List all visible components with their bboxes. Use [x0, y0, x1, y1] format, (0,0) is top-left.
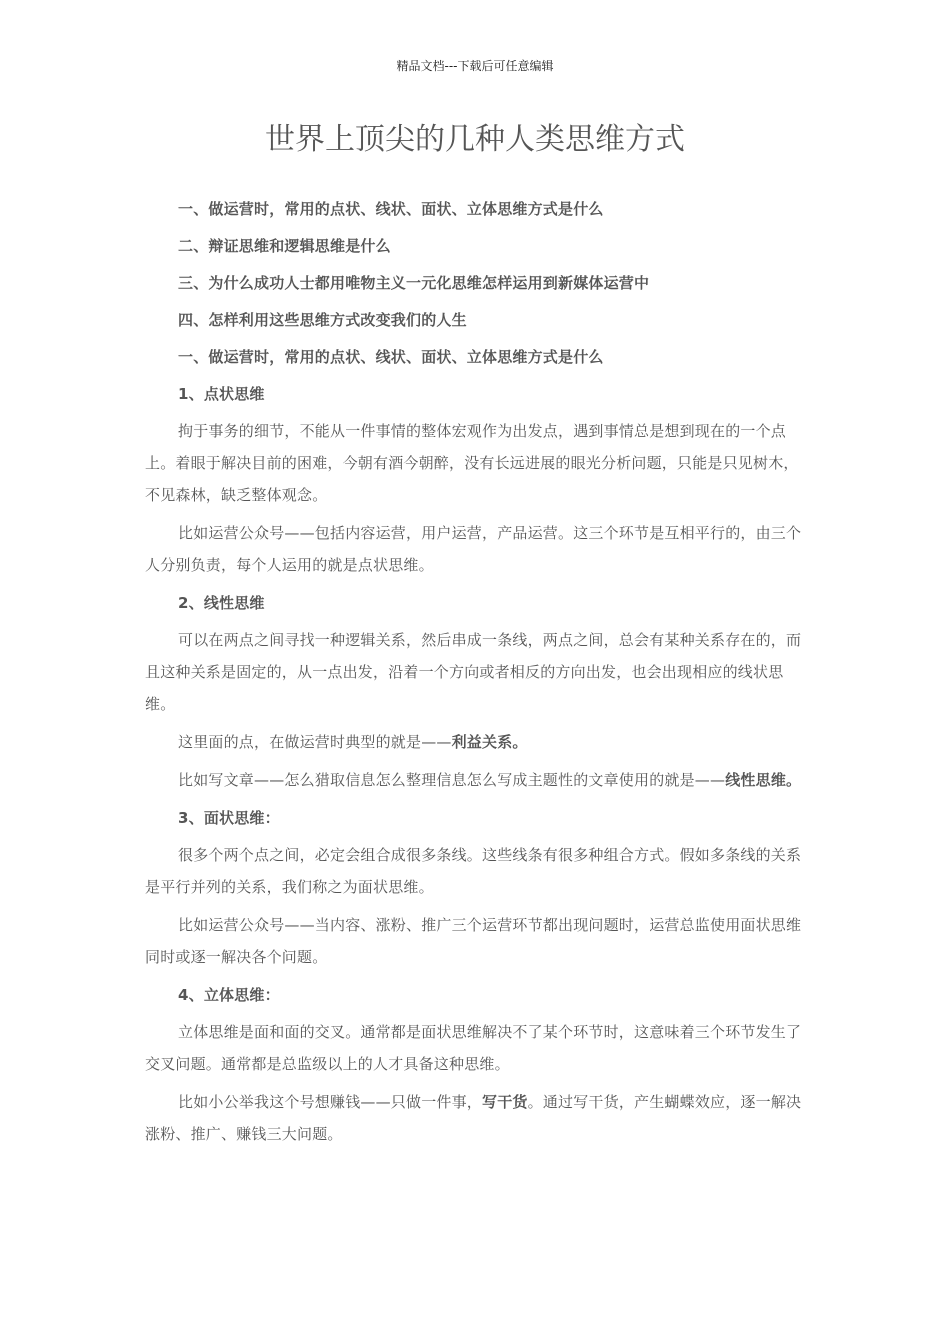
solid-thinking-paragraph-2 [145, 1086, 810, 1150]
toc-item-1: 一、做运营时，常用的点状、线状、面状、立体思维方式是什么 [178, 200, 604, 218]
document-body [145, 193, 810, 1156]
surface-thinking-paragraph-2: 比如运营公众号——当内容、涨粉、推广三个运营环节都出现问题时，运营总监使用面状思维同时或逐一解决各个问题。 [145, 916, 802, 966]
line-thinking-paragraph-3 [145, 764, 810, 796]
section-heading: 一、做运营时，常用的点状、线状、面状、立体思维方式是什么 [178, 348, 604, 366]
solid-thinking-paragraph-1: 立体思维是面和面的交叉。通常都是面状思维解决不了某个环节时，这意味着三个环节发生了交叉问题。通常都是总监级以上的人才具备这种思维。 [145, 1023, 802, 1073]
line-thinking-paragraph-3-emphasis: 线性思维。 [725, 771, 802, 789]
point-thinking-paragraph-1: 拘于事务的细节，不能从一件事情的整体宏观作为出发点，遇到事情总是想到现在的一个点上。着眼于解决目前的困难，今朝有酒今朝醉，没有长远进展的眼光分析问题，只能是只见树木，不见森林，缺乏整体观念。 [145, 422, 799, 504]
line-thinking-paragraph-3-text: 比如写文章——怎么猎取信息怎么整理信息怎么写成主题性的文章使用的就是—— [178, 771, 726, 789]
solid-thinking-paragraph-2-suffix: 。通过写干货，产生蝴蝶效应，逐一解决涨粉、推广、赚钱三大问题。 [145, 1093, 802, 1143]
document-title: 世界上顶尖的几种人类思维方式 [265, 122, 685, 157]
toc-item-2: 二、辩证思维和逻辑思维是什么 [178, 237, 391, 255]
point-thinking-paragraph-2: 比如运营公众号——包括内容运营，用户运营，产品运营。这三个环节是互相平行的，由三个人分别负责，每个人运用的就是点状思维。 [145, 524, 802, 574]
surface-thinking-heading: 3、面状思维： [178, 809, 280, 827]
solid-thinking-paragraph-2-text: 比如小公举我这个号想赚钱——只做一件事， [178, 1093, 483, 1111]
line-thinking-paragraph-2 [145, 726, 810, 758]
line-thinking-paragraph-2-text: 这里面的点，在做运营时典型的就是—— [178, 733, 452, 751]
toc-item-3: 三、为什么成功人士都用唯物主义一元化思维怎样运用到新媒体运营中 [178, 274, 650, 292]
header-note: 精品文档---下载后可任意编辑 [396, 59, 554, 73]
line-thinking-paragraph-2-emphasis: 利益关系。 [451, 733, 528, 751]
toc-item-4: 四、怎样利用这些思维方式改变我们的人生 [178, 311, 467, 329]
point-thinking-heading: 1、点状思维 [178, 385, 265, 403]
line-thinking-paragraph-1: 可以在两点之间寻找一种逻辑关系，然后串成一条线，两点之间，总会有某种关系存在的，而且这种关系是固定的，从一点出发，沿着一个方向或者相反的方向出发，也会出现相应的线状思维。 [145, 631, 802, 713]
solid-thinking-heading: 4、立体思维： [178, 986, 280, 1004]
solid-thinking-paragraph-2-emphasis: 写干货 [482, 1093, 528, 1111]
surface-thinking-paragraph-1: 很多个两个点之间，必定会组合成很多条线。这些线条有很多种组合方式。假如多条线的关系是平行并列的关系，我们称之为面状思维。 [145, 846, 802, 896]
line-thinking-heading: 2、线性思维 [178, 594, 265, 612]
